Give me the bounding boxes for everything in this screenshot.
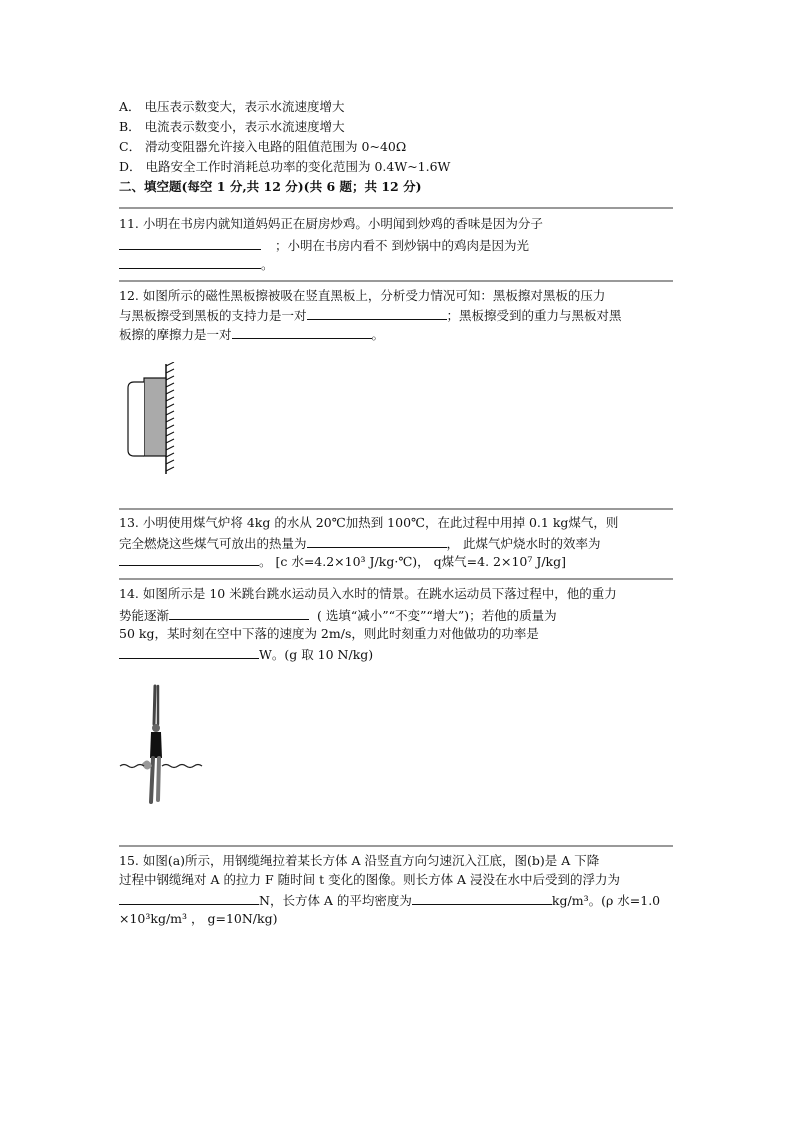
- answer-blank[interactable]: [232, 325, 372, 339]
- q12-text: 与黑板擦受到黑板的支持力是一对: [119, 308, 307, 323]
- answer-blank[interactable]: [307, 306, 447, 320]
- q12-line1: 12. 如图所示的磁性黑板擦被吸在竖直黑板上，分析受力情况可知：黑板擦对黑板的压力: [119, 288, 606, 303]
- diver-figure: [118, 684, 208, 810]
- answer-blank[interactable]: [119, 552, 259, 566]
- q13-text: ， 此煤气炉烧水时的效率为: [446, 536, 601, 551]
- q12-text: 板擦的摩擦力是一对: [119, 327, 232, 342]
- divider: [119, 207, 673, 209]
- option-d: D． 电路安全工作时消耗总功率的变化范围为 0.4W~1.6W: [119, 159, 451, 174]
- q11-end: 。: [261, 257, 274, 272]
- q15-line4: ×10³kg/m³ ， g=10N/kg): [119, 911, 278, 926]
- divider: [119, 508, 673, 510]
- q15-line2: 过程中钢缆绳对 A 的拉力 F 随时间 t 变化的图像。则长方体 A 浸没在水中后受到的浮力为: [119, 872, 621, 887]
- q11-line2: [119, 236, 529, 254]
- answer-blank[interactable]: [307, 534, 447, 548]
- option-c: C． 滑动变阻器允许接入电路的阻值范围为 0~40Ω: [119, 139, 407, 154]
- answer-blank[interactable]: [412, 891, 552, 905]
- q11-text: ；小明在书房内看不 到炒锅中的鸡肉是因为光: [274, 238, 529, 253]
- q14-line3: 50 kg，某时刻在空中下落的速度为 2m/s，则此时刻重力对他做功的功率是: [119, 626, 539, 641]
- q11-line1: 11. 小明在书房内就知道妈妈正在厨房炒鸡。小明闻到炒鸡的香味是因为分子: [119, 216, 543, 231]
- section-title: 二、填空题(每空 1 分,共 12 分)(共 6 题；共 12 分): [119, 179, 422, 194]
- q13-end: 。 [c 水=4.2×10³ J/kg·℃)， q煤气=4. 2×10⁷ J/kg]: [259, 554, 567, 569]
- q13-text: 完全燃烧这些煤气可放出的热量为: [119, 536, 307, 551]
- q14-text: ( 选填“减小”“不变”“增大”)；若他的质量为: [317, 608, 557, 623]
- option-a: A． 电压表示数变大，表示水流速度增大: [119, 99, 345, 114]
- q13-line2: [119, 534, 601, 552]
- answer-blank[interactable]: [119, 645, 259, 659]
- divider: [119, 845, 673, 847]
- q12-line3: [119, 325, 384, 343]
- answer-blank[interactable]: [119, 891, 259, 905]
- option-b: B． 电流表示数变小，表示水流速度增大: [119, 119, 345, 134]
- q15-line3: [119, 891, 660, 909]
- q14-line1: 14. 如图所示是 10 米跳台跳水运动员入水时的情景。在跳水运动员下落过程中，他的重力: [119, 586, 617, 601]
- q14-text: 势能逐渐: [119, 608, 170, 623]
- eraser-wall-figure: [124, 362, 184, 477]
- q15-text: N，长方体 A 的平均密度为: [259, 893, 412, 908]
- q11-line3: [119, 255, 274, 273]
- q15-line1: 15. 如图(a)所示，用钢缆绳拉着某长方体 A 沿竖直方向匀速沉入江底，图(b)是 A 下降: [119, 853, 600, 868]
- divider: [119, 578, 673, 580]
- divider: [119, 280, 673, 282]
- q15-text: kg/m³。(ρ 水=1.0: [551, 893, 661, 908]
- q12-line2: [119, 306, 622, 324]
- answer-blank[interactable]: [119, 255, 261, 269]
- q12-end: 。: [371, 327, 385, 342]
- q13-line3: [119, 552, 566, 570]
- answer-blank[interactable]: [169, 606, 309, 620]
- q14-line2: [119, 606, 557, 624]
- answer-blank[interactable]: [119, 236, 261, 250]
- q12-text: ；黑板擦受到的重力与黑板对黑: [446, 308, 622, 323]
- q13-line1: 13. 小明使用煤气炉将 4kg 的水从 20℃加热到 100℃，在此过程中用掉 0.1 kg煤气，则: [119, 515, 619, 530]
- q14-end: W。(g 取 10 N/kg): [259, 647, 374, 662]
- q14-line4: [119, 645, 373, 663]
